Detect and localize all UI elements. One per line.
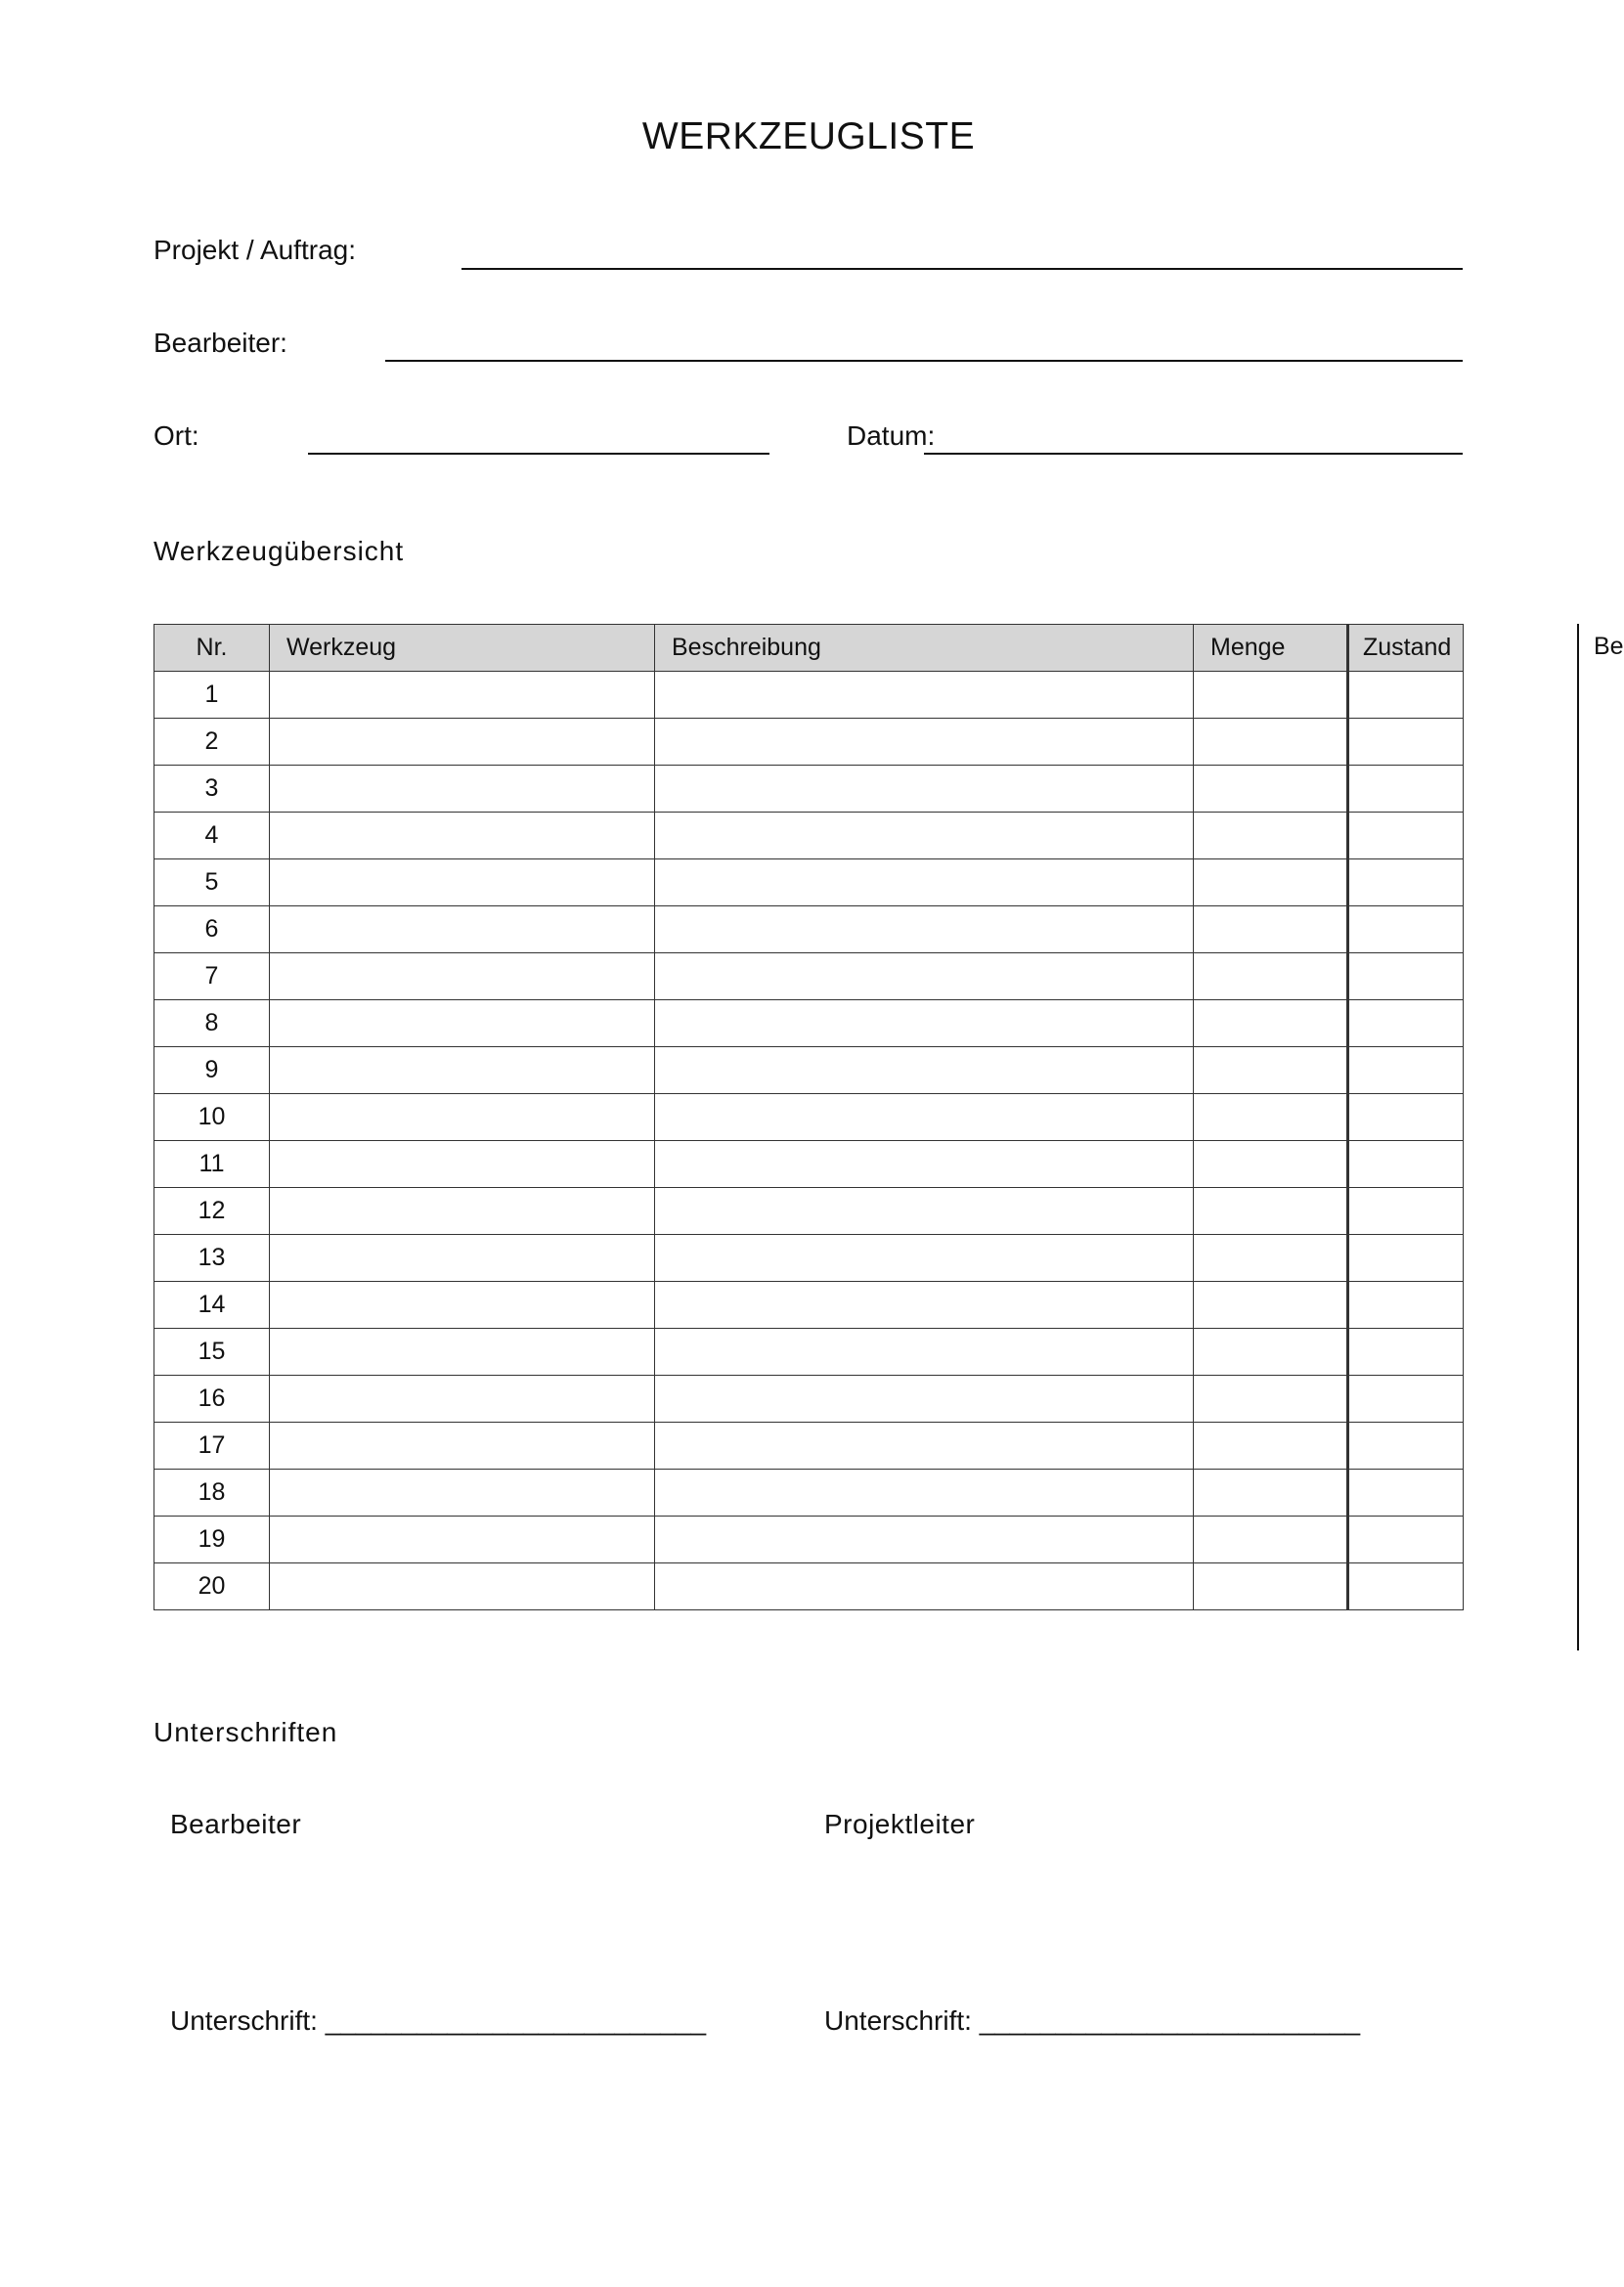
- project-label: Projekt / Auftrag:: [154, 235, 356, 265]
- table-row: [154, 1563, 1464, 1610]
- truncated-column-header: Be: [1594, 633, 1624, 660]
- zustand-cell[interactable]: [1348, 672, 1464, 719]
- menge-cell[interactable]: [1194, 1047, 1348, 1094]
- beschreibung-cell[interactable]: [655, 672, 1194, 719]
- row-number-cell: 20: [154, 1563, 270, 1610]
- menge-cell[interactable]: [1194, 859, 1348, 906]
- truncated-column-border: [1577, 624, 1579, 1650]
- werkzeug-cell[interactable]: [270, 1563, 655, 1610]
- menge-cell[interactable]: [1194, 1000, 1348, 1047]
- table-row: [154, 1282, 1464, 1329]
- zustand-cell[interactable]: [1348, 719, 1464, 766]
- werkzeug-cell[interactable]: [270, 1141, 655, 1188]
- row-number-cell: 19: [154, 1517, 270, 1563]
- menge-cell[interactable]: [1194, 1517, 1348, 1563]
- table-row: [154, 906, 1464, 953]
- werkzeug-cell[interactable]: [270, 1470, 655, 1517]
- beschreibung-cell[interactable]: [655, 1141, 1194, 1188]
- menge-cell[interactable]: [1194, 1563, 1348, 1610]
- beschreibung-cell[interactable]: [655, 1282, 1194, 1329]
- menge-cell[interactable]: [1194, 1376, 1348, 1423]
- table-row: [154, 1141, 1464, 1188]
- row-number-cell: 12: [154, 1188, 270, 1235]
- table-row: [154, 1047, 1464, 1094]
- row-number-cell: 7: [154, 953, 270, 1000]
- werkzeug-cell[interactable]: [270, 1423, 655, 1470]
- zustand-cell[interactable]: [1348, 1141, 1464, 1188]
- zustand-cell[interactable]: [1348, 1517, 1464, 1563]
- werkzeug-cell[interactable]: [270, 813, 655, 859]
- place-label: Ort:: [154, 420, 199, 451]
- table-row: [154, 1376, 1464, 1423]
- menge-cell[interactable]: [1194, 672, 1348, 719]
- table-row: [154, 1235, 1464, 1282]
- menge-cell[interactable]: [1194, 719, 1348, 766]
- beschreibung-cell[interactable]: [655, 1047, 1194, 1094]
- beschreibung-cell[interactable]: [655, 1563, 1194, 1610]
- editor-input-line[interactable]: [385, 360, 1463, 362]
- werkzeug-cell[interactable]: [270, 906, 655, 953]
- column-header-nr: Nr.: [154, 625, 270, 672]
- column-header-werkzeug: Werkzeug: [270, 625, 655, 672]
- column-header-beschreibung: Beschreibung: [655, 625, 1194, 672]
- menge-cell[interactable]: [1194, 1141, 1348, 1188]
- beschreibung-cell[interactable]: [655, 1000, 1194, 1047]
- editor-label: Bearbeiter:: [154, 328, 287, 358]
- beschreibung-cell[interactable]: [655, 1470, 1194, 1517]
- date-label: Datum:: [847, 420, 936, 451]
- beschreibung-cell[interactable]: [655, 719, 1194, 766]
- row-number-cell: 14: [154, 1282, 270, 1329]
- row-number-cell: 15: [154, 1329, 270, 1376]
- row-number-cell: 9: [154, 1047, 270, 1094]
- beschreibung-cell[interactable]: [655, 1235, 1194, 1282]
- werkzeug-cell[interactable]: [270, 1094, 655, 1141]
- zustand-cell[interactable]: [1348, 953, 1464, 1000]
- werkzeug-cell[interactable]: [270, 1329, 655, 1376]
- beschreibung-cell[interactable]: [655, 953, 1194, 1000]
- page-title: WERKZEUGLISTE: [641, 115, 976, 157]
- table-row: [154, 1329, 1464, 1376]
- row-number-cell: 18: [154, 1470, 270, 1517]
- zustand-cell[interactable]: [1348, 906, 1464, 953]
- zustand-cell[interactable]: [1348, 1235, 1464, 1282]
- zustand-cell[interactable]: [1348, 1094, 1464, 1141]
- zustand-cell[interactable]: [1348, 1000, 1464, 1047]
- zustand-cell[interactable]: [1348, 813, 1464, 859]
- column-header-menge: Menge: [1194, 625, 1348, 672]
- table-row: [154, 1517, 1464, 1563]
- table-row: [154, 813, 1464, 859]
- menge-cell[interactable]: [1194, 766, 1348, 813]
- beschreibung-cell[interactable]: [655, 813, 1194, 859]
- table-row: [154, 1188, 1464, 1235]
- row-number-cell: 16: [154, 1376, 270, 1423]
- werkzeug-cell[interactable]: [270, 953, 655, 1000]
- beschreibung-cell[interactable]: [655, 906, 1194, 953]
- row-number-cell: 2: [154, 719, 270, 766]
- menge-cell[interactable]: [1194, 953, 1348, 1000]
- menge-cell[interactable]: [1194, 906, 1348, 953]
- lead-role-label: Projektleiter: [824, 1809, 976, 1839]
- row-number-cell: 1: [154, 672, 270, 719]
- zustand-cell[interactable]: [1348, 859, 1464, 906]
- zustand-cell[interactable]: [1348, 1329, 1464, 1376]
- zustand-cell[interactable]: [1348, 1563, 1464, 1610]
- beschreibung-cell[interactable]: [655, 766, 1194, 813]
- zustand-cell[interactable]: [1348, 1376, 1464, 1423]
- table-row: [154, 859, 1464, 906]
- beschreibung-cell[interactable]: [655, 1376, 1194, 1423]
- werkzeug-cell[interactable]: [270, 1282, 655, 1329]
- menge-cell[interactable]: [1194, 1094, 1348, 1141]
- menge-cell[interactable]: [1194, 813, 1348, 859]
- table-row: [154, 719, 1464, 766]
- row-number-cell: 11: [154, 1141, 270, 1188]
- table-row: [154, 1470, 1464, 1517]
- table-header-row: [154, 625, 1464, 672]
- place-input-line[interactable]: [308, 453, 769, 455]
- row-number-cell: 10: [154, 1094, 270, 1141]
- row-number-cell: 17: [154, 1423, 270, 1470]
- editor-signature-line[interactable]: Unterschrift: _________________________: [170, 2005, 707, 2036]
- beschreibung-cell[interactable]: [655, 859, 1194, 906]
- beschreibung-cell[interactable]: [655, 1423, 1194, 1470]
- tool-table: [154, 624, 1464, 1610]
- werkzeug-cell[interactable]: [270, 1235, 655, 1282]
- row-number-cell: 3: [154, 766, 270, 813]
- menge-cell[interactable]: [1194, 1188, 1348, 1235]
- werkzeug-cell[interactable]: [270, 766, 655, 813]
- editor-role-label: Bearbeiter: [170, 1809, 302, 1839]
- overview-heading: Werkzeugübersicht: [154, 536, 405, 566]
- menge-cell[interactable]: [1194, 1423, 1348, 1470]
- beschreibung-cell[interactable]: [655, 1329, 1194, 1376]
- lead-signature-line[interactable]: Unterschrift: _________________________: [824, 2005, 1361, 2036]
- werkzeug-cell[interactable]: [270, 1047, 655, 1094]
- werkzeug-cell[interactable]: [270, 1188, 655, 1235]
- zustand-cell[interactable]: [1348, 766, 1464, 813]
- project-input-line[interactable]: [461, 268, 1463, 270]
- table-row: [154, 1423, 1464, 1470]
- row-number-cell: 4: [154, 813, 270, 859]
- column-header-zustand: Zustand: [1348, 625, 1464, 672]
- werkzeug-cell[interactable]: [270, 672, 655, 719]
- date-input-line[interactable]: [924, 453, 1463, 455]
- menge-cell[interactable]: [1194, 1329, 1348, 1376]
- beschreibung-cell[interactable]: [655, 1517, 1194, 1563]
- zustand-cell[interactable]: [1348, 1423, 1464, 1470]
- row-number-cell: 13: [154, 1235, 270, 1282]
- werkzeug-cell[interactable]: [270, 719, 655, 766]
- beschreibung-cell[interactable]: [655, 1094, 1194, 1141]
- zustand-cell[interactable]: [1348, 1470, 1464, 1517]
- zustand-cell[interactable]: [1348, 1282, 1464, 1329]
- menge-cell[interactable]: [1194, 1470, 1348, 1517]
- table-row: [154, 1094, 1464, 1141]
- table-row: [154, 766, 1464, 813]
- menge-cell[interactable]: [1194, 1282, 1348, 1329]
- menge-cell[interactable]: [1194, 1235, 1348, 1282]
- werkzeug-cell[interactable]: [270, 1000, 655, 1047]
- row-number-cell: 8: [154, 1000, 270, 1047]
- beschreibung-cell[interactable]: [655, 1188, 1194, 1235]
- row-number-cell: 6: [154, 906, 270, 953]
- zustand-cell[interactable]: [1348, 1188, 1464, 1235]
- table-row: [154, 1000, 1464, 1047]
- werkzeug-cell[interactable]: [270, 1376, 655, 1423]
- row-number-cell: 5: [154, 859, 270, 906]
- table-row: [154, 953, 1464, 1000]
- zustand-cell[interactable]: [1348, 1047, 1464, 1094]
- signatures-heading: Unterschriften: [154, 1717, 338, 1747]
- table-row: [154, 672, 1464, 719]
- werkzeug-cell[interactable]: [270, 1517, 655, 1563]
- werkzeug-cell[interactable]: [270, 859, 655, 906]
